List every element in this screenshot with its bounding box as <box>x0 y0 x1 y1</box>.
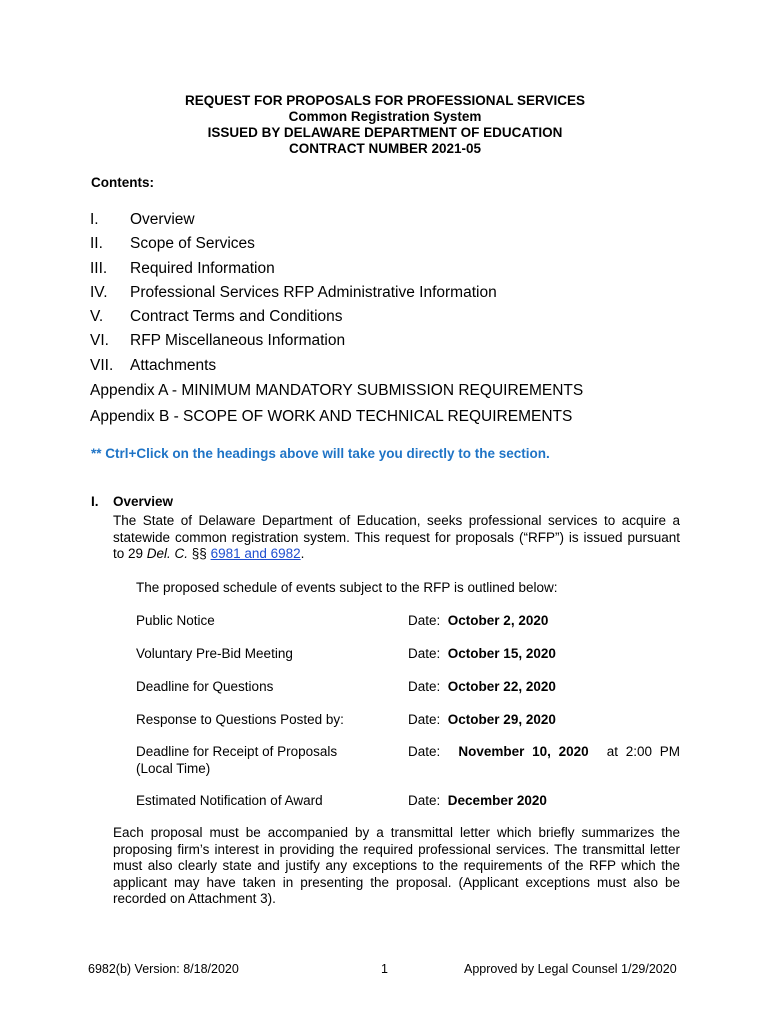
document-header <box>0 93 770 157</box>
toc-item-label: Overview <box>130 211 195 228</box>
date-label: Date: <box>408 744 441 759</box>
date-label: Date: <box>408 712 441 727</box>
schedule-date <box>408 613 680 630</box>
toc-item-number: I. <box>90 211 99 228</box>
date-label: Date: <box>408 646 441 661</box>
date-value: October 15, 2020 <box>447 646 556 661</box>
toc-item-label: Professional Services RFP Administrative Information <box>130 283 497 301</box>
schedule-event: Public Notice <box>136 613 215 628</box>
toc-item-number: III. <box>90 259 108 277</box>
schedule-date <box>408 646 680 663</box>
toc-item-attachments[interactable] <box>90 354 690 378</box>
toc-item-label: Attachments <box>130 356 217 374</box>
toc-item-label: Contract Terms and Conditions <box>130 308 343 326</box>
date-label: Date: <box>408 679 441 694</box>
schedule-date <box>408 793 680 810</box>
header-issuer: ISSUED BY DELAWARE DEPARTMENT OF EDUCATION <box>207 125 563 140</box>
header-title: REQUEST FOR PROPOSALS FOR PROFESSIONAL SERVICES <box>184 93 586 108</box>
toc-item-overview[interactable] <box>90 208 690 232</box>
section-number: I. <box>91 494 99 509</box>
toc-item-number: VII. <box>90 356 114 374</box>
schedule-event: Deadline for Questions <box>136 679 274 694</box>
schedule-intro: The proposed schedule of events subject to the RFP is outlined below: <box>136 580 558 595</box>
date-value: October 22, 2020 <box>447 679 556 694</box>
overview-text-start: The State of Delaware Department of Education, seeks professional services to acquire a statewide common registration system. This request for proposals (“RFP”) is issued pursuant to 29 <box>113 513 680 561</box>
transmittal-paragraph: Each proposal must be accompanied by a transmittal letter which briefly summarizes the proposing firm’s interest in providing the required professional services. The transmittal letter must also clearly state and justify any exceptions to the requirements of the RFP which the applicant may have taken in presenting the proposal. (Applicant exceptions must also be recorded on Attachment 3). <box>113 825 680 906</box>
contents-label: Contents: <box>91 175 154 190</box>
footer-approval: Approved by Legal Counsel 1/29/2020 <box>464 962 677 976</box>
schedule-event: Deadline for Receipt of Proposals (Local Time) <box>136 744 338 776</box>
schedule-date <box>408 744 680 761</box>
date-label: Date: <box>408 613 441 628</box>
toc-item-label: RFP Miscellaneous Information <box>130 332 346 350</box>
schedule-event: Response to Questions Posted by: <box>136 712 344 727</box>
section-heading-overview <box>91 494 173 509</box>
schedule-event: Estimated Notification of Award <box>136 793 323 808</box>
schedule-date <box>408 679 680 696</box>
toc-appendix-b[interactable]: Appendix B - SCOPE OF WORK AND TECHNICAL REQUIREMENTS <box>90 407 573 425</box>
toc-item-label: Required Information <box>130 259 275 277</box>
overview-text-sections: §§ <box>188 546 211 561</box>
header-subtitle: Common Registration System <box>288 109 482 124</box>
header-contract-number: CONTRACT NUMBER 2021-05 <box>288 141 482 156</box>
date-value: December 2020 <box>447 793 547 808</box>
date-value: October 2, 2020 <box>447 613 549 628</box>
toc-item-number: II. <box>90 235 103 253</box>
toc-item-label: Scope of Services <box>130 235 255 253</box>
toc-item-administrative-information[interactable] <box>90 281 690 305</box>
toc-item-number: VI. <box>90 332 109 350</box>
date-time: at 2:00 PM <box>606 744 680 759</box>
toc-appendix-a[interactable]: Appendix A - MINIMUM MANDATORY SUBMISSION REQUIREMENTS <box>90 382 584 400</box>
date-label: Date: <box>408 793 441 808</box>
schedule-date <box>408 712 680 729</box>
overview-paragraph <box>113 513 680 563</box>
overview-text-end: . <box>300 546 305 561</box>
toc-item-number: IV. <box>90 283 108 301</box>
toc-item-required-information[interactable] <box>90 257 690 281</box>
date-value: November 10, 2020 <box>458 744 589 759</box>
footer-page-number: 1 <box>381 962 388 976</box>
table-of-contents <box>90 208 690 429</box>
toc-item-contract-terms[interactable] <box>90 305 690 329</box>
citation-del-c: Del. C. <box>146 546 189 561</box>
footer-version: 6982(b) Version: 8/18/2020 <box>88 962 239 976</box>
toc-item-miscellaneous-information[interactable] <box>90 329 690 353</box>
statute-link[interactable]: 6981 and 6982 <box>210 546 301 561</box>
schedule-event: Voluntary Pre-Bid Meeting <box>136 646 293 661</box>
toc-item-scope-of-services[interactable] <box>90 232 690 256</box>
toc-item-number: V. <box>90 308 104 326</box>
navigation-note: ** Ctrl+Click on the headings above will take you directly to the section. <box>91 446 550 461</box>
section-title: Overview <box>113 494 174 509</box>
date-value: October 29, 2020 <box>447 712 556 727</box>
